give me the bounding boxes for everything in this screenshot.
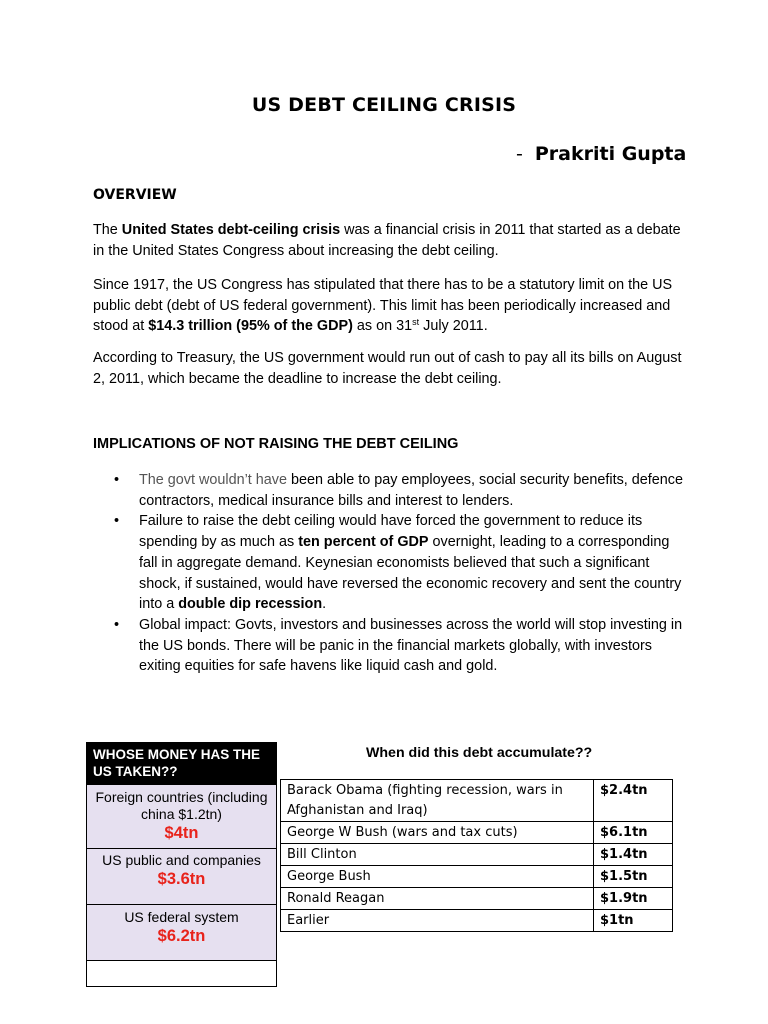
author-line	[516, 143, 686, 165]
text-run: been able to pay employees, social security benefits, defence contractors, medical insurance bills and interest to lenders.	[139, 472, 683, 509]
list-item	[93, 470, 683, 511]
table-row	[281, 822, 673, 844]
money-source-amount: $6.2tn	[157, 927, 206, 945]
overview-paragraph-2	[93, 275, 683, 337]
table-cell-who: Barack Obama (fighting recession, wars in Afghanistan and Iraq)	[281, 780, 594, 822]
text-run: Failure to raise the debt ceiling would have forced the government to reduce its spending by as much as	[139, 513, 643, 551]
table-cell-amount: $6.1tn	[594, 822, 673, 844]
table-cell-who: George Bush	[281, 866, 594, 888]
overview-paragraph-1	[93, 220, 683, 261]
whose-money-box	[86, 742, 277, 987]
author-name: Prakriti Gupta	[534, 143, 687, 165]
text-run: .	[322, 596, 327, 613]
overview-heading: OVERVIEW	[93, 187, 177, 203]
table-cell-who: Ronald Reagan	[281, 888, 594, 910]
bold-text: United States debt-ceiling crisis	[121, 222, 341, 238]
table-cell-amount: $1.4tn	[594, 844, 673, 866]
text-run: The govt wouldn’t have	[139, 472, 287, 488]
text-run: July 2011.	[419, 318, 488, 334]
table-cell-amount: $1tn	[594, 910, 673, 932]
money-source-amount: $3.6tn	[157, 870, 206, 888]
bold-text: double dip recession	[178, 596, 323, 613]
money-source-cell	[87, 784, 276, 848]
bullet-icon: •	[114, 513, 120, 530]
money-source-cell	[87, 848, 276, 904]
document-title: US DEBT CEILING CRISIS	[251, 94, 517, 116]
table-cell-amount: $1.9tn	[594, 888, 673, 910]
text-run: was a financial crisis in 2011 that started as a debate in the United States Congress about increasing the debt ceiling.	[93, 222, 681, 259]
overview-paragraph-3: According to Treasury, the US government would run out of cash to pay all its bills on August 2, 2011, which became the deadline to increase the debt ceiling.	[93, 350, 682, 387]
table-row	[281, 888, 673, 910]
list-item	[93, 615, 683, 677]
money-source-cell	[87, 904, 276, 960]
table-cell-amount: $2.4tn	[594, 780, 673, 822]
money-source-label: US federal system	[124, 909, 239, 925]
bullet-icon: •	[114, 616, 120, 633]
money-source-amount: $4tn	[164, 824, 199, 842]
author-dash: -	[516, 143, 523, 165]
whose-money-heading: WHOSE MONEY HAS THE US TAKEN??	[87, 743, 276, 784]
bold-text: $14.3 trillion (95% of the GDP)	[148, 318, 353, 334]
superscript: st	[412, 317, 420, 327]
money-source-label: Foreign countries (including china $1.2tn)	[95, 789, 268, 822]
table-cell-who: Bill Clinton	[281, 844, 594, 866]
text-run: as on 31	[352, 318, 413, 334]
implications-list	[93, 470, 683, 677]
table-cell-who: George W Bush (wars and tax cuts)	[281, 822, 594, 844]
table-row	[281, 910, 673, 932]
table-cell-amount: $1.5tn	[594, 866, 673, 888]
text-run: The	[93, 222, 122, 238]
implications-heading: IMPLICATIONS OF NOT RAISING THE DEBT CEILING	[93, 436, 459, 452]
table-row	[281, 866, 673, 888]
table-cell-who: Earlier	[281, 910, 594, 932]
table-row	[281, 844, 673, 866]
text-run: Global impact: Govts, investors and businesses across the world will stop investing in the US bonds. There will be panic in the financial markets globally, with investors exiting equities for safe havens like liquid cash and gold.	[139, 616, 683, 675]
list-item	[93, 511, 683, 615]
bold-text: ten percent of GDP	[298, 534, 429, 551]
accumulation-table	[280, 779, 673, 932]
table-row	[281, 780, 673, 822]
bullet-icon: •	[114, 472, 120, 488]
money-source-label: US public and companies	[102, 852, 261, 868]
text-run: Since 1917, the US Congress has stipulated that there has to be a statutory limit on the US public debt (debt of US federal government). This limit has been periodically increased and stood at	[93, 277, 673, 334]
empty-cell	[87, 960, 276, 986]
text-run: overnight, leading to a corresponding fall in aggregate demand. Keynesian economists believed that such a significant shock, if sustained, would have reversed the economic recovery and sent the country into a	[139, 534, 682, 613]
accumulation-heading: When did this debt accumulate??	[366, 745, 593, 761]
